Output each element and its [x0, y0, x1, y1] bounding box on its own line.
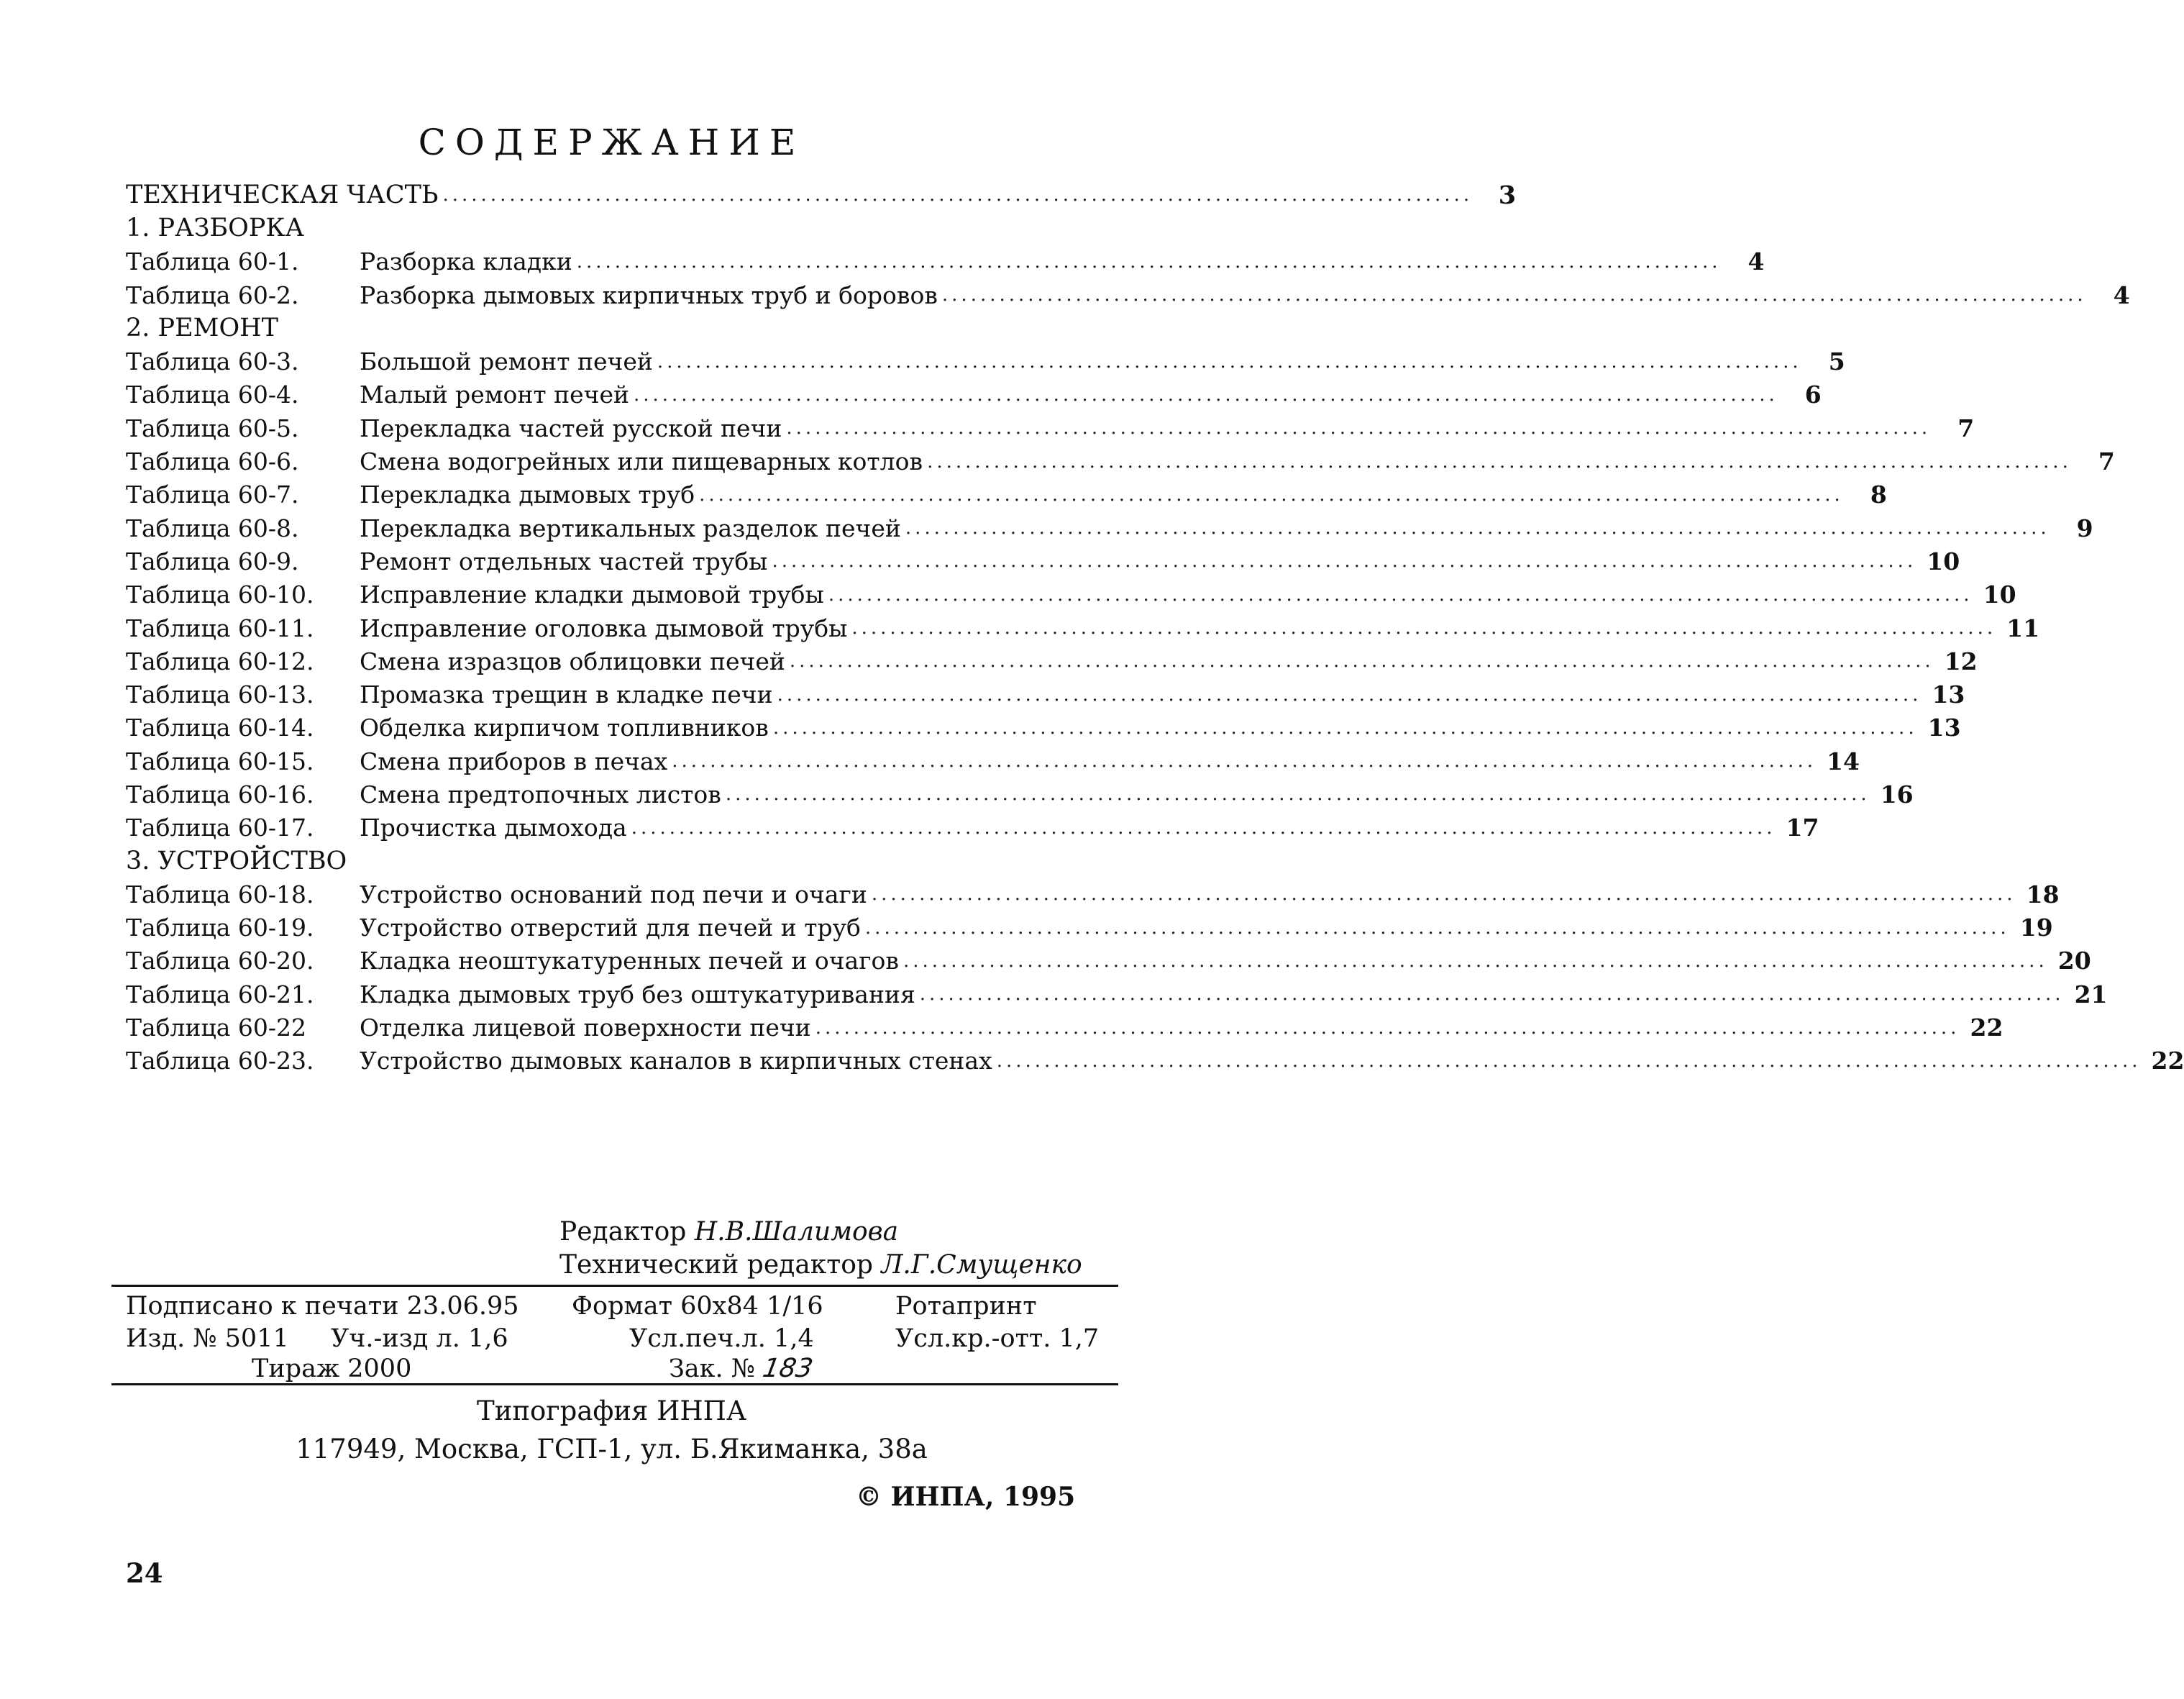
toc-entry-page: 22 — [2151, 1047, 2184, 1075]
printer-name: Типография ИНПА — [477, 1395, 746, 1426]
toc-entry — [126, 445, 2115, 478]
section-items — [126, 878, 2184, 1078]
toc-entry-title: Прочистка дымохода — [360, 814, 627, 842]
order-label: Зак. № — [669, 1354, 755, 1383]
toc-entry-label: Таблица 60-21. — [126, 980, 314, 1008]
dot-leader: ........................................................................................................................ — [786, 417, 1932, 439]
toc-entry — [126, 744, 1860, 778]
dot-leader: ........................................................................................................................ — [657, 350, 1802, 373]
toc-entry-title: ТЕХНИЧЕСКАЯ ЧАСТЬ — [126, 181, 439, 210]
dot-leader: ........................................................................................................................ — [815, 1016, 1960, 1039]
dot-leader: ........................................................................................................................ — [996, 1049, 2142, 1072]
editor-name: Н.В.Шалимова — [694, 1217, 899, 1247]
toc-entry — [126, 644, 1978, 678]
toc-entry-page: 5 — [1828, 347, 1845, 376]
toc-entry-label: Таблица 60-5. — [126, 414, 299, 442]
toc-entry-page: 19 — [2019, 914, 2053, 942]
toc-entry-page: 8 — [1870, 480, 1887, 509]
toc-entry-label: Таблица 60-13. — [126, 680, 314, 709]
toc-entry-title: Смена предтопочных листов — [360, 780, 721, 808]
divider-bottom — [111, 1383, 1118, 1385]
toc-entry-title: Смена приборов в печах — [360, 747, 668, 775]
toc-entry-title: Промазка трещин в кладке печи — [360, 680, 773, 709]
order-value-handwritten: 183 — [760, 1354, 815, 1383]
toc-entry-label: Таблица 60-14. — [126, 714, 314, 742]
toc-entry-title: Перекладка вертикальных разделок печей — [360, 514, 901, 542]
toc-entry-page: 22 — [1970, 1014, 2003, 1042]
toc-entry-title: Устройство оснований под печи и очаги — [360, 880, 867, 908]
dot-leader: ............................................................................................................ — [442, 184, 1473, 206]
publication-number: Изд. № 5011 — [126, 1324, 289, 1353]
dot-leader: ........................................................................................................................ — [903, 949, 2048, 972]
toc-entry-title: Перекладка частей русской печи — [360, 414, 782, 442]
toc-entry-title: Устройство отверстий для печей и труб — [360, 914, 861, 942]
editor-line — [559, 1216, 1082, 1249]
toc-entry — [126, 678, 1965, 711]
dot-leader: ........................................................................................................................ — [576, 250, 1722, 273]
printed-sheets: Усл.печ.л. 1,4 — [629, 1324, 814, 1353]
toc-entry-label: Таблица 60-3. — [126, 347, 299, 376]
section-items — [126, 245, 2130, 312]
toc-entry-title: Большой ремонт печей — [360, 347, 653, 376]
toc-entry-title: Исправление оголовка дымовой трубы — [360, 614, 848, 642]
toc-entry-label: Таблица 60-17. — [126, 814, 314, 842]
toc-entry-label: Таблица 60-9. — [126, 547, 299, 575]
toc-entry-page: 7 — [2098, 447, 2115, 476]
toc-entry — [126, 545, 1960, 578]
toc-entry-page: 21 — [2074, 980, 2108, 1008]
dot-leader: ........................................................................................................................ — [919, 983, 2065, 1006]
format: Формат 60x84 1/16 — [572, 1292, 823, 1321]
tech-editor-label: Технический редактор — [559, 1250, 873, 1280]
divider-top — [111, 1285, 1118, 1287]
table-of-contents — [126, 178, 2184, 1078]
toc-entry-label: Таблица 60-1. — [126, 247, 299, 276]
page-number: 24 — [126, 1557, 163, 1589]
dot-leader: ........................................................................................................................ — [851, 617, 1997, 639]
toc-entry — [126, 944, 2091, 978]
print-run: Тираж 2000 — [252, 1354, 412, 1383]
section-items — [126, 345, 2115, 844]
toc-entry — [126, 478, 1887, 511]
toc-entry — [126, 578, 2016, 611]
dot-leader: ........................................................................................................................ — [772, 716, 1918, 739]
page-title: СОДЕРЖАНИЕ — [418, 122, 805, 163]
section-heading: 1. РАЗБОРКА — [126, 214, 304, 243]
dot-leader: ........................................................................................................................ — [871, 883, 2016, 906]
toc-entry-page: 13 — [1932, 680, 1965, 709]
toc-entry-page: 18 — [2026, 880, 2060, 908]
toc-entry-page: 11 — [2006, 614, 2040, 642]
toc-entry-label: Таблица 60-6. — [126, 447, 299, 476]
toc-entry-label: Таблица 60-10. — [126, 580, 314, 609]
toc-entry-title: Смена изразцов облицовки печей — [360, 647, 785, 675]
toc-entry — [126, 511, 2093, 545]
dot-leader: ........................................................................................................................ — [864, 916, 2010, 939]
section-heading: 2. РЕМОНТ — [126, 314, 279, 343]
toc-entry-label: Таблица 60-15. — [126, 747, 314, 775]
toc-entry — [126, 711, 1961, 744]
toc-entry-page: 4 — [2113, 281, 2130, 309]
dot-leader: ........................................................................................................................ — [633, 383, 1778, 406]
toc-entry — [126, 411, 1975, 445]
toc-entry — [126, 878, 2060, 911]
dot-leader: ........................................................................................................................ — [699, 483, 1844, 506]
toc-entry-page: 10 — [1983, 580, 2016, 609]
toc-entry — [126, 1011, 2003, 1044]
dot-leader: ........................................................................................................................ — [927, 450, 2072, 473]
dot-leader: ........................................................................................................................ — [905, 517, 2050, 539]
toc-entry — [126, 378, 1822, 411]
dot-leader: ........................................................................................................................ — [777, 683, 1922, 706]
toc-entry-technical-part — [126, 178, 1517, 211]
toc-entry-label: Таблица 60-19. — [126, 914, 314, 942]
toc-entry-title: Перекладка дымовых труб — [360, 480, 695, 509]
toc-entry-page: 10 — [1927, 547, 1960, 575]
toc-entry-label: Таблица 60-7. — [126, 480, 299, 509]
toc-entry-label: Таблица 60-12. — [126, 647, 314, 675]
toc-entry — [126, 611, 2040, 644]
toc-entry-page: 4 — [1747, 247, 1765, 276]
printer-address: 117949, Москва, ГСП-1, ул. Б.Якиманка, 38а — [296, 1434, 928, 1465]
toc-entry-label: Таблица 60-22 — [126, 1014, 307, 1042]
toc-entry — [126, 811, 1819, 844]
toc-entry — [126, 778, 1914, 811]
toc-entry-title: Обделка кирпичом топливников — [360, 714, 769, 742]
dot-leader: ........................................................................................................................ — [631, 816, 1776, 839]
toc-entry-page: 3 — [1498, 180, 1517, 210]
toc-entry-title: Смена водогрейных или пищеварных котлов — [360, 447, 923, 476]
dot-leader: ........................................................................................................................ — [828, 583, 1973, 606]
print-method: Ротапринт — [895, 1292, 1037, 1321]
tech-editor-name: Л.Г.Смущенко — [881, 1250, 1082, 1280]
toc-entry-page: 16 — [1880, 780, 1914, 808]
editor-label: Редактор — [559, 1217, 687, 1247]
toc-entry-page: 20 — [2057, 947, 2091, 975]
toc-entry-title: Разборка кладки — [360, 247, 572, 276]
section-heading: 3. УСТРОЙСТВО — [126, 847, 347, 876]
dot-leader: ........................................................................................................................ — [772, 550, 1917, 573]
toc-entry-page: 9 — [2076, 514, 2093, 542]
dot-leader: ........................................................................................................................ — [941, 284, 2087, 306]
toc-entry-title: Малый ремонт печей — [360, 381, 629, 409]
toc-entry-page: 7 — [1957, 414, 1975, 442]
toc-entry-label: Таблица 60-4. — [126, 381, 299, 409]
toc-entry-label: Таблица 60-8. — [126, 514, 299, 542]
toc-entry-label: Таблица 60-16. — [126, 780, 314, 808]
toc-entry-label: Таблица 60-23. — [126, 1047, 314, 1075]
toc-entry-label: Таблица 60-2. — [126, 281, 299, 309]
toc-entry-title: Ремонт отдельных частей трубы — [360, 547, 768, 575]
dot-leader: ........................................................................................................................ — [725, 783, 1870, 806]
dot-leader: ........................................................................................................................ — [789, 650, 1934, 673]
copyright: © ИНПА, 1995 — [856, 1482, 1076, 1512]
toc-entry-label: Таблица 60-20. — [126, 947, 314, 975]
toc-entry — [126, 278, 2130, 311]
dot-leader: ........................................................................................................................ — [672, 750, 1817, 773]
toc-entry — [126, 978, 2108, 1011]
toc-entry-title: Отделка лицевой поверхности печи — [360, 1014, 811, 1042]
toc-entry — [126, 245, 1765, 278]
toc-entry-title: Исправление кладки дымовой трубы — [360, 580, 824, 609]
toc-entry-title: Кладка дымовых труб без оштукатуривания — [360, 980, 915, 1008]
toc-entry-title: Кладка неоштукатуренных печей и очагов — [360, 947, 899, 975]
signed-date: Подписано к печати 23.06.95 — [126, 1292, 519, 1321]
toc-entry-page: 6 — [1804, 381, 1822, 409]
tech-editor-line — [559, 1249, 1082, 1282]
order-number — [669, 1354, 813, 1384]
toc-entry-page: 14 — [1827, 747, 1860, 775]
toc-entry-label: Таблица 60-11. — [126, 614, 314, 642]
toc-entry-page: 17 — [1786, 814, 1819, 842]
toc-entry-page: 12 — [1944, 647, 1978, 675]
toc-entry-title: Устройство дымовых каналов в кирпичных стенах — [360, 1047, 992, 1075]
toc-entry-title: Разборка дымовых кирпичных труб и боровов — [360, 281, 938, 309]
toc-entry — [126, 1044, 2184, 1078]
toc-entry-label: Таблица 60-18. — [126, 880, 314, 908]
toc-entry — [126, 345, 1845, 378]
color-proofs: Усл.кр.-отт. 1,7 — [895, 1324, 1100, 1353]
credits — [559, 1216, 1082, 1282]
toc-entry — [126, 911, 2053, 944]
toc-entry-page: 13 — [1927, 714, 1961, 742]
publisher-sheets: Уч.-изд л. 1,6 — [331, 1324, 508, 1353]
